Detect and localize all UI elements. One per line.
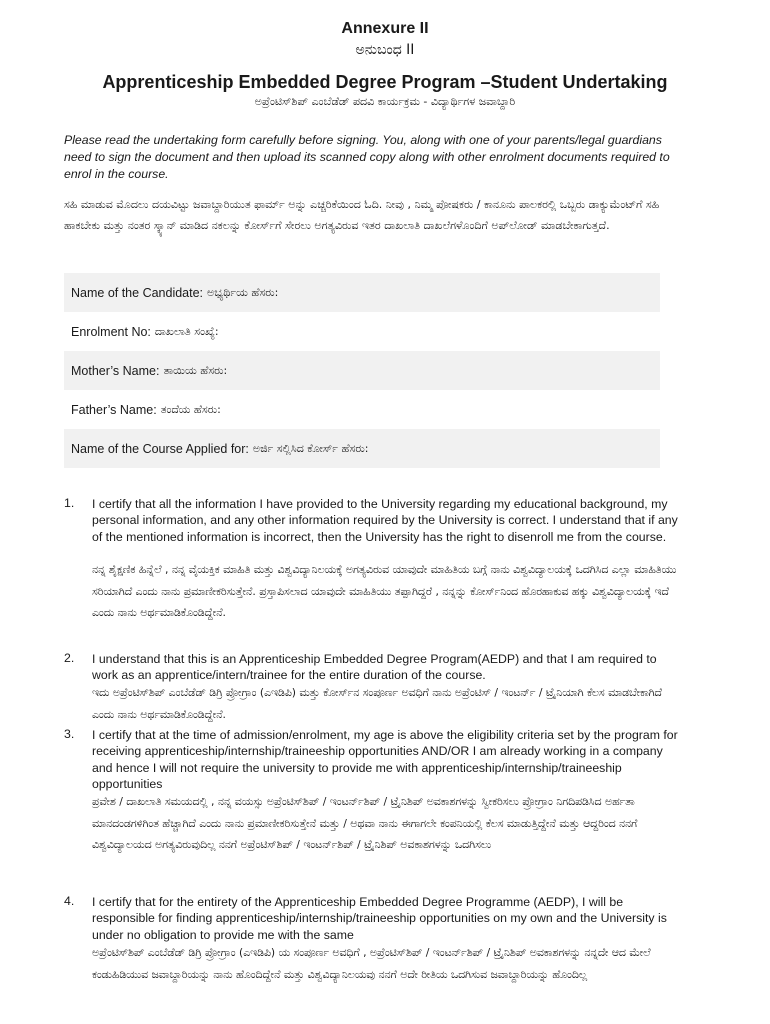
intro-instructions: Please read the undertaking form carefully before signing. You, along with one of your parents/legal guardians need to sign the document and then upload its scanned copy along with other enrolment documents required to enrol in the course. xyxy=(64,133,670,181)
field-label: Enrolment No: xyxy=(71,324,151,339)
field-label-kannada: ಅರ್ಜಿ ಸಲ್ಲಿಸಿದ ಕೋರ್ಸ್ ಹೆಸರು: xyxy=(252,441,369,455)
field-label-kannada: ತಂದೆಯ ಹೆಸರು: xyxy=(160,402,221,416)
field-label: Mother’s Name: xyxy=(71,363,160,378)
item-text: I certify that for the entirety of the Apprenticeship Embedded Degree Programme (AEDP), I will be responsible for finding apprenticeship/internship/traineeship opportunities on my own and the University is under no obligation to provide me with the same xyxy=(92,895,667,942)
item-text: I certify that at the time of admission/enrolment, my age is above the eligibility criteria set by the program for receiving apprenticeship/internship/traineeship opportunities AND/OR I am already working in a company and hence I will not require the university to provide me with apprenticeship/internship/traineeship opportunities xyxy=(92,728,678,792)
field-label: Name of the Course Applied for: xyxy=(71,441,249,456)
item-text: I understand that this is an Apprenticeship Embedded Degree Program(AEDP) and that I am required to work as an apprentice/intern/trainee for the entire duration of the course. xyxy=(92,652,657,683)
field-label: Name of the Candidate: xyxy=(71,285,204,300)
item-number: 2. xyxy=(64,651,75,665)
item-text-kannada: ಅಪ್ರೆಂಟಿಸ್‌ಶಿಪ್ ಎಂಬೆಡೆಡ್ ಡಿಗ್ರಿ ಪ್ರೋಗ್ರಾಂ (ಎಇಡಿಪಿ) ಯ ಸಂಪೂರ್ಣ ಅವಧಿಗೆ , ಅಪ್ರೆಂಟಿಸ್‌ಶಿಪ್ / ಇಂಟರ್ನ್‌ಶಿಪ್ / ಟ್ರೈನಿಶಿಪ್ ಅವಕಾಶಗಳನ್ನು ನನ್ನದೇ ಆದ ಮೇಲೆ ಕಂಡುಹಿಡಿಯುವ ಜವಾಬ್ದಾರಿಯನ್ನು ನಾನು ಹೊಂದಿದ್ದೇನೆ ಮತ್ತು ವಿಶ್ವವಿದ್ಯಾನಿಲಯವು ನನಗೆ ಅದೇ ರೀತಿಯ ಒದಗಿಸುವ ಜವಾಬ್ದಾರಿಯನ್ನು ಹೊಂದಿಲ್ಲ xyxy=(92,946,651,981)
candidate-name-field[interactable] xyxy=(64,273,660,312)
field-label: Father’s Name: xyxy=(71,402,157,417)
item-text-kannada: ಇದು ಅಪ್ರೆಂಟಿಸ್‌ಶಿಪ್ ಎಂಬೆಡೆಡ್ ಡಿಗ್ರಿ ಪ್ರೋಗ್ರಾಂ (ಎಇಡಿಪಿ) ಮತ್ತು ಕೋರ್ಸ್‌ನ ಸಂಪೂರ್ಣ ಅವಧಿಗೆ ನಾನು ಅಪ್ರೆಂಟಿಸ್ / ಇಂಟರ್ನ್ / ಟ್ರೈನಿಯಾಗಿ ಕೆಲಸ ಮಾಡಬೇಕಾಗಿದೆ ಎಂದು ನಾನು ಅರ್ಥಮಾಡಿಕೊಂಡಿದ್ದೇನೆ. xyxy=(92,686,662,721)
field-label-kannada: ತಾಯಿಯ ಹೆಸರು: xyxy=(163,363,228,377)
father-name-field[interactable] xyxy=(64,390,660,429)
mother-name-field[interactable] xyxy=(64,351,660,390)
intro-instructions-kannada: ಸಹಿ ಮಾಡುವ ಮೊದಲು ದಯವಿಟ್ಟು ಜವಾಬ್ದಾರಿಯುತ ಫಾರ್ಮ್ ಅನ್ನು ಎಚ್ಚರಿಕೆಯಿಂದ ಓದಿ. ನೀವು , ನಿಮ್ಮ ಪೋಷಕರು / ಕಾನೂನು ಪಾಲಕರಲ್ಲಿ ಒಬ್ಬರು ಡಾಕ್ಯುಮೆಂಟ್‌ಗೆ ಸಹಿ ಹಾಕಬೇಕು ಮತ್ತು ನಂತರ ಸ್ಕ್ಯಾನ್ ಮಾಡಿದ ನಕಲನ್ನು ಕೋರ್ಸ್‌ಗೆ ಸೇರಲು ಅಗತ್ಯವಿರುವ ಇತರ ದಾಖಲಾತಿ ದಾಖಲೆಗಳೊಂದಿಗೆ ಅಪ್‌ಲೋಡ್ ಮಾಡಬೇಕಾಗುತ್ತದೆ. xyxy=(64,198,660,232)
field-label-kannada: ದಾಖಲಾತಿ ಸಂಖ್ಯೆ: xyxy=(154,324,219,338)
enrolment-number-field[interactable] xyxy=(64,312,660,351)
document-title: Apprenticeship Embedded Degree Program –Student Undertaking xyxy=(102,72,668,92)
item-number: 4. xyxy=(64,894,75,908)
item-number: 1. xyxy=(64,496,75,510)
document-title-kannada: ಅಪ್ರೆಂಟಿಸ್‌ಶಿಪ್ ಎಂಬೆಡೆಡ್ ಪದವಿ ಕಾರ್ಯಕ್ರಮ - ವಿದ್ಯಾರ್ಥಿಗಳ ಜವಾಬ್ದಾರಿ xyxy=(254,95,516,108)
annexure-title-kannada: ಅನುಬಂಧ II xyxy=(355,42,415,58)
item-text-kannada: ನನ್ನ ಶೈಕ್ಷಣಿಕ ಹಿನ್ನೆಲೆ , ನನ್ನ ವೈಯಕ್ತಿಕ ಮಾಹಿತಿ ಮತ್ತು ವಿಶ್ವವಿದ್ಯಾನಿಲಯಕ್ಕೆ ಅಗತ್ಯವಿರುವ ಯಾವುದೇ ಮಾಹಿತಿಯ ಬಗ್ಗೆ ನಾನು ವಿಶ್ವವಿದ್ಯಾಲಯಕ್ಕೆ ಒದಗಿಸಿದ ಎಲ್ಲಾ ಮಾಹಿತಿಯು ಸರಿಯಾಗಿದೆ ಎಂದು ನಾನು ಪ್ರಮಾಣೀಕರಿಸುತ್ತೇನೆ. ಪ್ರಸ್ತಾಪಿಸಲಾದ ಯಾವುದೇ ಮಾಹಿತಿಯು ತಪ್ಪಾಗಿದ್ದರೆ , ನನ್ನನ್ನು ಕೋರ್ಸ್‌ನಿಂದ ಹೊರಹಾಕುವ ಹಕ್ಕು ವಿಶ್ವವಿದ್ಯಾಲಯಕ್ಕೆ ಇದೆ ಎಂದು ನಾನು ಅರ್ಥಮಾಡಿಕೊಂಡಿದ್ದೇನೆ. xyxy=(92,563,677,619)
course-name-field[interactable] xyxy=(64,429,660,468)
item-text-kannada: ಪ್ರವೇಶ / ದಾಖಲಾತಿ ಸಮಯದಲ್ಲಿ , ನನ್ನ ವಯಸ್ಸು ಅಪ್ರೆಂಟಿಸ್‌ಶಿಪ್ / ಇಂಟರ್ನ್‌ಶಿಪ್ / ಟ್ರೈನಿಶಿಪ್ ಅವಕಾಶಗಳನ್ನು ಸ್ವೀಕರಿಸಲು ಪ್ರೋಗ್ರಾಂ ನಿಗದಿಪಡಿಸಿದ ಅರ್ಹತಾ ಮಾನದಂಡಗಳಿಗಿಂತ ಹೆಚ್ಚಾಗಿದೆ ಎಂದು ನಾನು ಪ್ರಮಾಣೀಕರಿಸುತ್ತೇನೆ ಮತ್ತು / ಅಥವಾ ನಾನು ಈಗಾಗಲೇ ಕಂಪನಿಯಲ್ಲಿ ಕೆಲಸ ಮಾಡುತ್ತಿದ್ದೇನೆ ಮತ್ತು ಆದ್ದರಿಂದ ನನಗೆ ವಿಶ್ವವಿದ್ಯಾಲಯದ ಅಗತ್ಯವಿರುವುದಿಲ್ಲ ನನಗೆ ಅಪ್ರೆಂಟಿಸ್‌ಶಿಪ್ / ಇಂಟರ್ನ್‌ಶಿಪ್ / ಟ್ರೈನಿಶಿಪ್ ಅವಕಾಶಗಳನ್ನು ಒದಗಿಸಲು xyxy=(92,795,638,851)
item-text: I certify that all the information I have provided to the University regarding my educational background, my personal information, and any other information required by the University is correct. I understand that if any of the mentioned information is incorrect, then the University has the right to disenroll me from the course. xyxy=(92,497,678,544)
annexure-title: Annexure II xyxy=(341,20,429,37)
field-label-kannada: ಅಭ್ಯರ್ಥಿಯ ಹೆಸರು: xyxy=(207,285,279,299)
item-number: 3. xyxy=(64,727,75,741)
